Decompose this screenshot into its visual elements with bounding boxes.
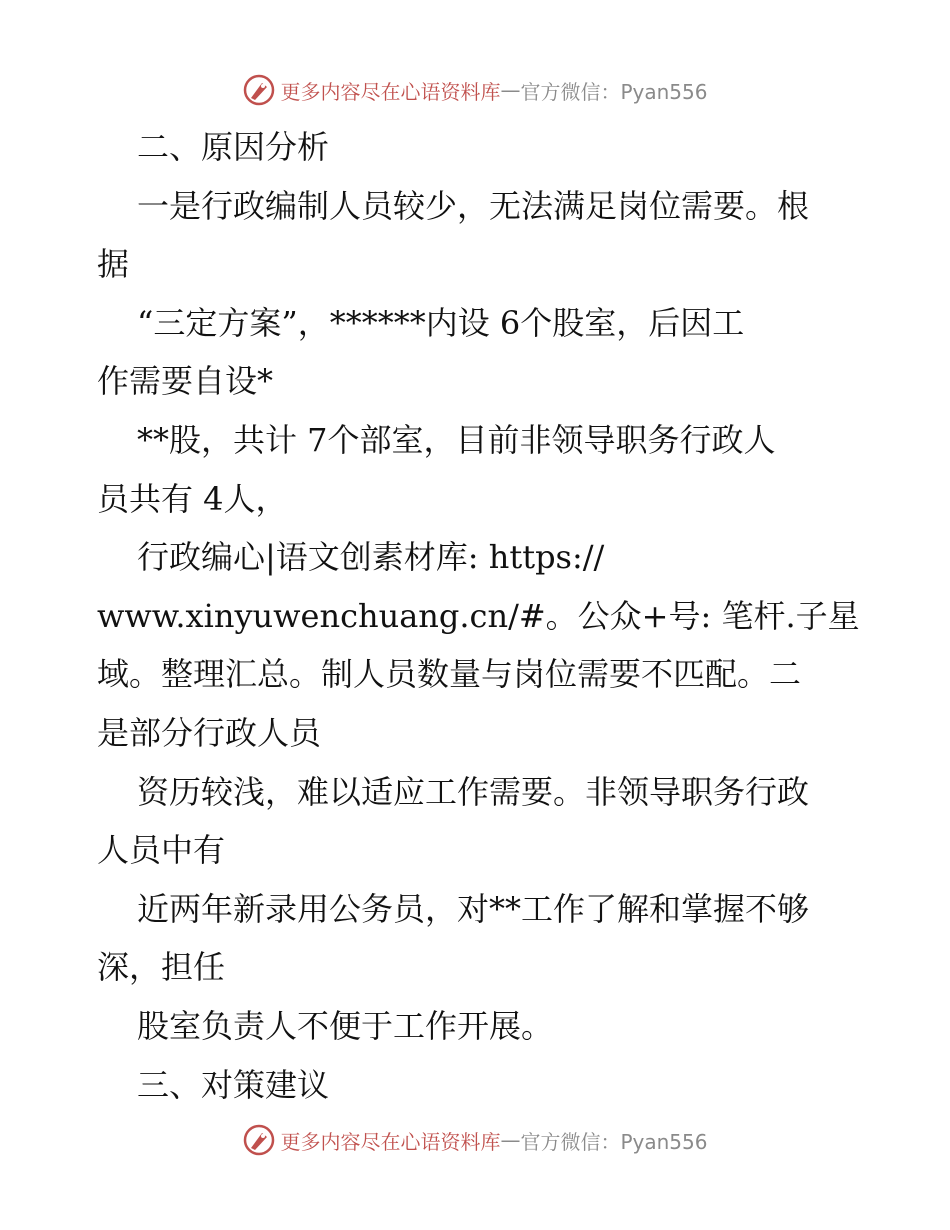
text-line: 据 <box>97 245 130 284</box>
text-line: “三定方案”，******内设 6个股室，后因工 <box>137 303 745 342</box>
watermark-gray-text: 官方微信：Pyan556 <box>520 1129 708 1154</box>
watermark-dash: — <box>500 1128 521 1152</box>
watermark-banner-top <box>0 70 950 110</box>
text-line: www.xinyuwenchuang.cn/#。公众+号: 笔杆.子星 <box>97 596 860 635</box>
document-body <box>97 118 867 1114</box>
pen-nib-logo-icon <box>242 1123 276 1157</box>
text-line: 行政编心|语文创素材库: https:// <box>137 538 605 577</box>
text-line: 资历较浅，难以适应工作需要。非领导职务行政 <box>137 772 810 811</box>
watermark-red-text: 更多内容尽在心语资料库 <box>280 79 501 104</box>
watermark-banner-bottom <box>0 1120 950 1160</box>
pen-nib-logo-icon <box>242 73 276 107</box>
text-line: 近两年新录用公务员，对**工作了解和掌握不够 <box>137 889 810 928</box>
text-line: 人员中有 <box>97 831 226 870</box>
watermark-red-text: 更多内容尽在心语资料库 <box>280 1129 501 1154</box>
watermark-dash: — <box>500 78 521 102</box>
text-line: 股室负责人不便于工作开展。 <box>137 1006 554 1045</box>
watermark-gray-text: 官方微信：Pyan556 <box>520 79 708 104</box>
text-line: **股，共计 7个部室，目前非领导职务行政人 <box>137 420 776 459</box>
text-line: 一是行政编制人员较少，无法满足岗位需要。根 <box>137 186 810 225</box>
text-line: 深，担任 <box>97 948 226 987</box>
text-line: 三、对策建议 <box>137 1065 330 1104</box>
text-line: 二、原因分析 <box>137 128 330 166</box>
text-line: 域。整理汇总。制人员数量与岗位需要不匹配。二 <box>97 655 802 694</box>
text-line: 是部分行政人员 <box>97 713 322 752</box>
text-line: 作需要自设* <box>97 362 274 401</box>
text-line: 员共有 4人， <box>97 479 288 518</box>
